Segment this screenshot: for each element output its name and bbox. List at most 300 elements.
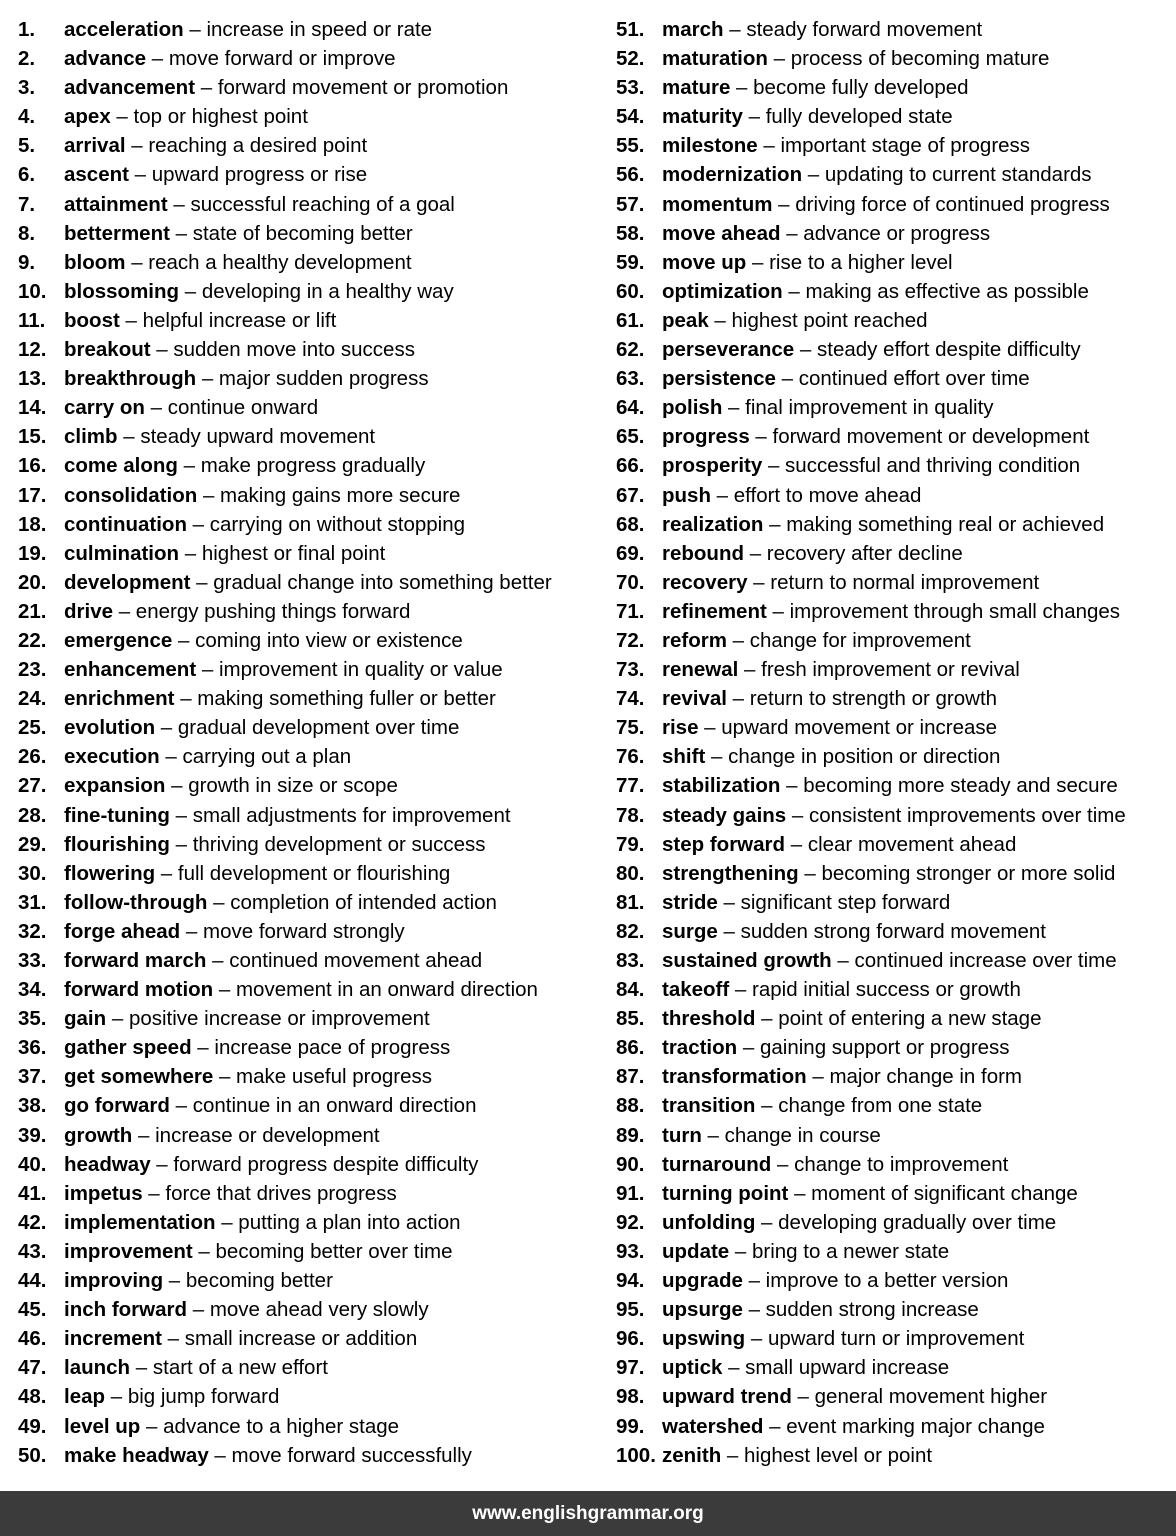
entry-term: stabilization — [662, 774, 781, 798]
entry-separator: – — [763, 512, 787, 536]
entry-number: 2. — [18, 47, 36, 71]
entry-number: 17. — [18, 483, 47, 507]
entry-definition: growth in size or scope — [188, 774, 398, 798]
entry-term: polish — [662, 396, 723, 420]
entry-definition: continued movement ahead — [229, 949, 483, 972]
entry-definition: driving force of continued progress — [795, 192, 1110, 216]
entry-definition: coming into view or existence — [195, 628, 463, 652]
entry-number: 81. — [616, 890, 645, 914]
entry-definition: highest level or point — [744, 1443, 933, 1467]
entry-separator: – — [206, 949, 230, 972]
entry-definition: big jump forward — [127, 1385, 280, 1409]
entry-separator: – — [183, 18, 207, 41]
entry-definition: upward movement or increase — [721, 716, 998, 740]
entry-separator: – — [169, 1094, 193, 1118]
word-entry — [18, 1353, 608, 1382]
entry-term: realization — [662, 512, 764, 536]
entry-number: 14. — [18, 396, 47, 420]
word-entry — [616, 1150, 1176, 1179]
entry-definition: general movement higher — [814, 1385, 1048, 1409]
entry-definition: increase in speed or rate — [206, 18, 433, 41]
entry-separator: – — [196, 658, 219, 682]
entry-number: 88. — [616, 1094, 645, 1118]
entry-definition: make useful progress — [236, 1065, 433, 1089]
entry-number: 25. — [18, 716, 47, 740]
entry-separator: – — [125, 134, 149, 158]
word-entry — [616, 1062, 1176, 1091]
entry-number: 82. — [616, 919, 645, 943]
entry-definition: carrying out a plan — [182, 745, 352, 769]
entry-definition: forward progress despite difficulty — [173, 1152, 479, 1176]
word-entry — [616, 131, 1176, 160]
entry-number: 47. — [18, 1356, 47, 1380]
entry-term: recovery — [662, 570, 748, 594]
entry-definition: full development or flourishing — [177, 861, 451, 885]
entry-separator: – — [125, 250, 149, 274]
entry-definition: change to improvement — [794, 1152, 1009, 1176]
entry-term: continuation — [64, 512, 187, 536]
entry-term: impetus — [64, 1181, 143, 1205]
entry-term: improving — [64, 1269, 164, 1293]
entry-term: flowering — [64, 861, 156, 885]
entry-separator: – — [207, 890, 231, 914]
entry-definition: recovery after decline — [766, 541, 963, 565]
entry-number: 97. — [616, 1356, 645, 1380]
word-entry — [18, 1004, 608, 1033]
entry-number: 45. — [18, 1298, 47, 1322]
entry-term: rebound — [662, 541, 744, 565]
entry-number: 92. — [616, 1210, 645, 1234]
entry-term: prosperity — [662, 454, 763, 478]
entry-separator: – — [749, 425, 773, 449]
word-entry — [18, 626, 608, 655]
entry-separator: – — [782, 279, 806, 303]
entry-definition: upward progress or rise — [151, 163, 368, 187]
entry-separator: – — [755, 1094, 779, 1118]
entry-separator: – — [167, 192, 191, 216]
entry-term: progress — [662, 425, 750, 449]
entry-term: march — [662, 18, 724, 41]
entry-separator: – — [169, 832, 193, 856]
entry-separator: – — [117, 425, 141, 449]
entry-definition: making something real or achieved — [786, 512, 1105, 536]
entry-number: 64. — [616, 396, 645, 420]
entry-term: turnaround — [662, 1152, 772, 1176]
word-entry — [18, 1237, 608, 1266]
entry-separator: – — [806, 1065, 830, 1089]
entry-term: flourishing — [64, 832, 170, 856]
entry-number: 27. — [18, 774, 47, 798]
entry-separator: – — [775, 367, 799, 391]
entry-number: 65. — [616, 425, 645, 449]
entry-number: 96. — [616, 1327, 645, 1351]
entry-definition: putting a plan into action — [238, 1210, 461, 1234]
entry-separator: – — [726, 687, 750, 711]
entry-separator: – — [169, 221, 193, 245]
entry-separator: – — [730, 76, 754, 100]
entry-term: leap — [64, 1385, 106, 1409]
footer-bar — [0, 1491, 1176, 1536]
word-entry — [18, 190, 608, 219]
entry-term: launch — [64, 1356, 131, 1380]
word-entry — [18, 481, 608, 510]
entry-number: 67. — [616, 483, 645, 507]
entry-definition: becoming stronger or more solid — [821, 861, 1116, 885]
entry-definition: become fully developed — [753, 76, 969, 100]
word-entry — [18, 946, 608, 975]
entry-definition: fresh improvement or revival — [761, 658, 1020, 682]
entry-definition: energy pushing things forward — [135, 599, 411, 623]
entry-term: transition — [662, 1094, 756, 1118]
entry-definition: effort to move ahead — [733, 483, 922, 507]
entry-term: bloom — [64, 250, 126, 274]
entry-definition: change from one state — [778, 1094, 983, 1118]
entry-separator: – — [794, 338, 818, 362]
entry-number: 48. — [18, 1385, 47, 1409]
entry-term: strengthening — [662, 861, 799, 885]
entry-definition: successful reaching of a goal — [190, 192, 455, 216]
entry-term: acceleration — [64, 18, 184, 41]
entry-term: enrichment — [64, 687, 175, 711]
entry-definition: sudden strong forward movement — [740, 919, 1047, 943]
entry-number: 91. — [616, 1181, 645, 1205]
entry-term: betterment — [64, 221, 170, 245]
entry-definition: small upward increase — [745, 1356, 950, 1380]
word-entry — [616, 655, 1176, 684]
word-entry — [616, 15, 1176, 44]
entry-number: 34. — [18, 978, 47, 1002]
entry-term: implementation — [64, 1210, 216, 1234]
entry-number: 9. — [18, 250, 36, 274]
entry-definition: move forward successfully — [231, 1443, 472, 1467]
entry-number: 19. — [18, 541, 47, 565]
entry-term: drive — [64, 599, 113, 623]
word-entry — [18, 1441, 608, 1470]
entry-definition: small adjustments for improvement — [192, 803, 511, 827]
entry-number: 42. — [18, 1210, 47, 1234]
entry-separator: – — [786, 803, 809, 827]
entry-definition: important stage of progress — [780, 134, 1031, 158]
entry-definition: making something fuller or better — [197, 687, 496, 711]
word-entry — [616, 684, 1176, 713]
entry-term: follow-through — [64, 890, 208, 914]
word-entry — [18, 422, 608, 451]
entry-separator: – — [710, 483, 734, 507]
entry-term: steady gains — [662, 803, 787, 827]
entry-definition: reach a healthy development — [148, 250, 412, 274]
word-entry — [18, 1121, 608, 1150]
entry-term: gather speed — [64, 1036, 192, 1060]
entry-separator: – — [717, 919, 741, 943]
entry-number: 37. — [18, 1065, 47, 1089]
footer-url: www.englishgrammar.org — [472, 1503, 704, 1524]
entry-number: 57. — [616, 192, 645, 216]
entry-term: transformation — [662, 1065, 807, 1089]
entry-definition: developing in a healthy way — [201, 279, 454, 303]
word-entry — [18, 830, 608, 859]
entry-number: 28. — [18, 803, 47, 827]
entry-separator: – — [726, 628, 750, 652]
entry-separator: – — [144, 396, 168, 420]
word-entry — [616, 801, 1176, 830]
entry-term: come along — [64, 454, 178, 478]
entry-number: 33. — [18, 949, 47, 972]
word-entry — [18, 1062, 608, 1091]
entry-number: 49. — [18, 1414, 47, 1438]
entry-definition: making as effective as possible — [805, 279, 1089, 303]
entry-term: breakout — [64, 338, 151, 362]
word-list-left-column — [18, 15, 608, 1470]
entry-number: 56. — [616, 163, 645, 187]
entry-term: maturation — [662, 47, 768, 71]
entry-term: expansion — [64, 774, 166, 798]
entry-definition: top or highest point — [133, 105, 308, 129]
entry-number: 70. — [616, 570, 645, 594]
entry-separator: – — [196, 367, 219, 391]
entry-number: 62. — [616, 338, 645, 362]
word-entry — [18, 539, 608, 568]
word-entry — [616, 1353, 1176, 1382]
entry-term: perseverance — [662, 338, 795, 362]
entry-number: 4. — [18, 105, 36, 129]
word-list-right-column — [616, 15, 1176, 1470]
entry-definition: change in position or direction — [728, 745, 1001, 769]
entry-number: 44. — [18, 1269, 47, 1293]
entry-number: 72. — [616, 628, 645, 652]
entry-term: unfolding — [662, 1210, 756, 1234]
word-entry — [18, 684, 608, 713]
word-entry — [18, 1091, 608, 1120]
entry-separator: – — [766, 599, 790, 623]
entry-number: 24. — [18, 687, 47, 711]
entry-term: improvement — [64, 1239, 193, 1263]
word-entry — [616, 1382, 1176, 1411]
entry-separator: – — [161, 1327, 185, 1351]
entry-term: go forward — [64, 1094, 170, 1118]
entry-number: 68. — [616, 512, 645, 536]
entry-term: growth — [64, 1123, 133, 1147]
entry-definition: steady upward movement — [140, 425, 376, 449]
entry-definition: continue onward — [167, 396, 319, 420]
word-entry — [18, 1324, 608, 1353]
entry-number: 26. — [18, 745, 47, 769]
entry-separator: – — [179, 279, 202, 303]
word-entry — [616, 568, 1176, 597]
entry-definition: event marking major change — [786, 1414, 1045, 1438]
entry-definition: force that drives progress — [165, 1181, 397, 1205]
entry-separator: – — [140, 1414, 164, 1438]
word-entry — [616, 1004, 1176, 1033]
word-entry — [18, 655, 608, 684]
word-entry — [18, 801, 608, 830]
entry-definition: bring to a newer state — [752, 1239, 950, 1263]
entry-term: turn — [662, 1123, 702, 1147]
entry-separator: – — [744, 541, 767, 565]
word-entry — [616, 975, 1176, 1004]
entry-number: 11. — [18, 308, 46, 332]
entry-definition: improvement through small changes — [789, 599, 1121, 623]
entry-separator: – — [132, 1123, 156, 1147]
entry-definition: updating to current standards — [824, 163, 1092, 187]
entry-term: increment — [64, 1327, 162, 1351]
word-entry — [616, 771, 1176, 800]
entry-term: step forward — [662, 832, 786, 856]
entry-number: 100. — [616, 1443, 656, 1467]
entry-separator: – — [742, 105, 766, 129]
entry-separator: – — [722, 1356, 746, 1380]
entry-number: 41. — [18, 1181, 47, 1205]
word-entry — [616, 190, 1176, 219]
entry-separator: – — [755, 1007, 779, 1031]
entry-separator: – — [110, 105, 134, 129]
entry-definition: improve to a better version — [765, 1269, 1009, 1293]
entry-term: optimization — [662, 279, 783, 303]
entry-definition: major change in form — [829, 1065, 1023, 1089]
entry-term: gain — [64, 1007, 107, 1031]
entry-definition: return to strength or growth — [749, 687, 998, 711]
entry-number: 51. — [616, 18, 645, 41]
entry-number: 16. — [18, 454, 47, 478]
word-entry — [18, 771, 608, 800]
entry-number: 6. — [18, 163, 36, 187]
word-entry — [616, 335, 1176, 364]
entry-number: 36. — [18, 1036, 47, 1060]
entry-definition: highest or final point — [201, 541, 386, 565]
entry-definition: rapid initial success or growth — [752, 978, 1021, 1002]
entry-number: 59. — [616, 250, 645, 274]
entry-definition: rise to a higher level — [769, 250, 953, 274]
word-entry — [616, 597, 1176, 626]
entry-definition: highest point reached — [731, 308, 928, 332]
word-entry — [18, 219, 608, 248]
entry-number: 63. — [616, 367, 645, 391]
entry-term: upswing — [662, 1327, 746, 1351]
word-entry — [616, 44, 1176, 73]
word-entry — [18, 44, 608, 73]
word-entry — [616, 917, 1176, 946]
word-entry — [18, 15, 608, 44]
entry-number: 40. — [18, 1152, 47, 1176]
entry-separator: – — [780, 774, 804, 798]
entry-definition: reaching a desired point — [148, 134, 368, 158]
entry-number: 5. — [18, 134, 36, 158]
word-entry — [616, 277, 1176, 306]
word-entry — [18, 335, 608, 364]
entry-separator: – — [113, 599, 136, 623]
word-entry — [18, 1295, 608, 1324]
entry-separator: – — [195, 76, 218, 100]
word-entry — [616, 713, 1176, 742]
word-entry — [18, 859, 608, 888]
entry-definition: final improvement in quality — [745, 396, 994, 420]
entry-term: enhancement — [64, 658, 197, 682]
entry-term: maturity — [662, 105, 743, 129]
word-entry — [616, 1091, 1176, 1120]
entry-definition: positive increase or improvement — [128, 1007, 430, 1031]
entry-definition: advance or progress — [803, 221, 991, 245]
entry-number: 32. — [18, 919, 47, 943]
word-entry — [616, 1295, 1176, 1324]
entry-separator: – — [165, 774, 189, 798]
word-entry — [616, 219, 1176, 248]
entry-separator: – — [130, 1356, 153, 1380]
entry-term: takeoff — [662, 978, 730, 1002]
entry-definition: gaining support or progress — [759, 1036, 1010, 1060]
entry-number: 90. — [616, 1152, 645, 1176]
entry-definition: move ahead very slowly — [209, 1298, 429, 1322]
entry-number: 69. — [616, 541, 645, 565]
entry-number: 52. — [616, 47, 645, 71]
entry-definition: continue in an onward direction — [192, 1094, 477, 1118]
entry-definition: state of becoming better — [192, 221, 413, 245]
entry-term: evolution — [64, 716, 156, 740]
entry-definition: carrying on without stopping — [209, 512, 466, 536]
entry-number: 43. — [18, 1239, 47, 1263]
entry-definition: increase or development — [155, 1123, 380, 1147]
entry-term: refinement — [662, 599, 767, 623]
entry-separator: – — [772, 192, 796, 216]
word-entry — [18, 248, 608, 277]
entry-number: 8. — [18, 221, 36, 245]
entry-definition: change in course — [724, 1123, 881, 1147]
entry-separator: – — [785, 832, 808, 856]
entry-separator: – — [746, 250, 770, 274]
word-entry — [616, 451, 1176, 480]
entry-number: 18. — [18, 512, 47, 536]
word-entry — [18, 742, 608, 771]
entry-separator: – — [106, 1007, 129, 1031]
entry-definition: moment of significant change — [811, 1181, 1078, 1205]
entry-term: momentum — [662, 192, 773, 216]
word-entry — [18, 1033, 608, 1062]
word-entry — [616, 1179, 1176, 1208]
entry-number: 60. — [616, 279, 645, 303]
entry-number: 74. — [616, 687, 645, 711]
entry-definition: helpful increase or lift — [142, 308, 337, 332]
word-entry — [616, 102, 1176, 131]
entry-number: 87. — [616, 1065, 645, 1089]
entry-separator: – — [177, 454, 201, 478]
entry-definition: make progress gradually — [200, 454, 426, 478]
word-entry — [18, 975, 608, 1004]
entry-separator: – — [729, 1239, 752, 1263]
word-entry — [616, 1441, 1176, 1470]
word-entry — [18, 568, 608, 597]
word-entry — [18, 1179, 608, 1208]
word-entry — [616, 626, 1176, 655]
entry-term: attainment — [64, 192, 168, 216]
entry-separator: – — [179, 541, 202, 565]
entry-number: 7. — [18, 192, 36, 216]
entry-definition: developing gradually over time — [778, 1210, 1057, 1234]
entry-definition: thriving development or success — [192, 832, 486, 856]
entry-separator: – — [742, 1298, 766, 1322]
entry-term: development — [64, 570, 191, 594]
entry-definition: clear movement ahead — [807, 832, 1017, 856]
entry-separator: – — [172, 628, 196, 652]
entry-term: update — [662, 1239, 730, 1263]
entry-separator: – — [701, 1123, 725, 1147]
entry-term: execution — [64, 745, 160, 769]
word-entry — [616, 1033, 1176, 1062]
entry-term: sustained growth — [662, 949, 832, 972]
entry-term: ascent — [64, 163, 129, 187]
entry-separator: – — [150, 338, 174, 362]
entry-term: push — [662, 483, 711, 507]
entry-separator: – — [798, 861, 822, 885]
entry-separator: – — [722, 396, 746, 420]
entry-separator: – — [197, 483, 221, 507]
